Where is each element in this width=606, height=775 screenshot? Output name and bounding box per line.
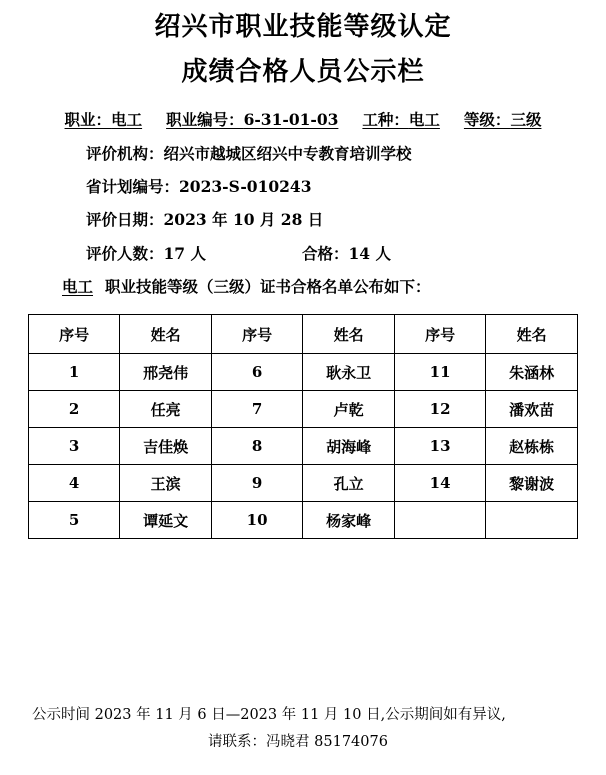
- names-table: [28, 314, 578, 539]
- metadata-block: [18, 110, 588, 296]
- level-value: 三级: [510, 110, 542, 130]
- header-name-3: 姓名: [486, 315, 578, 354]
- header-name-2: 姓名: [303, 315, 395, 354]
- cell-name: 耿永卫: [303, 354, 395, 391]
- table-row: [29, 354, 578, 391]
- cell-index: 3: [29, 428, 120, 465]
- meta-row-occupation: [18, 110, 588, 129]
- level-label: 等级：: [463, 110, 511, 130]
- occupation-code-value: 6-31-01-03: [243, 110, 339, 130]
- title-line-2: 成绩合格人员公示栏: [181, 57, 425, 88]
- cell-index: 12: [394, 391, 485, 428]
- table-row: [29, 428, 578, 465]
- cell-index: 5: [29, 502, 120, 539]
- table-head: [29, 315, 578, 354]
- table-header-row: [29, 315, 578, 354]
- eval-count-value: 17 人: [163, 243, 206, 263]
- cell-name: 王滨: [120, 465, 212, 502]
- cell-name: [486, 502, 578, 539]
- publicity-period: 公示时间 2023 年 11 月 6 日—2023 年 11 月 10 日,公示期间如有异议,: [32, 706, 506, 723]
- cell-index: 9: [211, 465, 302, 502]
- meta-row-agency: [18, 144, 588, 163]
- agency-label: 评价机构：: [86, 143, 164, 163]
- cell-index: 7: [211, 391, 302, 428]
- cell-index: 1: [29, 354, 120, 391]
- table-row: [29, 391, 578, 428]
- contact-info: 请联系：冯晓君 85174076: [208, 734, 388, 751]
- header-index-1: 序号: [29, 315, 120, 354]
- agency-value: 绍兴市越城区绍兴中专教育培训学校: [163, 143, 412, 163]
- header-name-1: 姓名: [120, 315, 212, 354]
- occupation-value: 电工: [111, 110, 143, 130]
- cell-index: 13: [394, 428, 485, 465]
- document-title: [18, 0, 588, 90]
- pass-count-value: 14 人: [348, 243, 391, 263]
- worktype-value: 电工: [408, 110, 440, 130]
- names-table-wrapper: [18, 314, 588, 539]
- occupation-code-label: 职业编号：: [166, 110, 244, 130]
- cell-name: 吉佳焕: [120, 428, 212, 465]
- table-body: [29, 354, 578, 539]
- cell-index: 11: [394, 354, 485, 391]
- cell-index: 8: [211, 428, 302, 465]
- header-index-2: 序号: [211, 315, 302, 354]
- pass-count-label: 合格：: [301, 243, 349, 263]
- meta-row-eval-date: [18, 210, 588, 229]
- occupation-label: 职业：: [64, 110, 112, 130]
- cell-index: 6: [211, 354, 302, 391]
- cell-name: 任亮: [120, 391, 212, 428]
- meta-row-counts: [18, 244, 588, 263]
- notice-text: 职业技能等级（三级）证书合格名单公布如下：: [105, 277, 431, 297]
- cell-name: 孔立: [303, 465, 395, 502]
- eval-count-label: 评价人数：: [86, 243, 164, 263]
- cell-index: 2: [29, 391, 120, 428]
- cell-name: 潘欢苗: [486, 391, 578, 428]
- footer-block: [18, 702, 588, 757]
- cell-index: 4: [29, 465, 120, 502]
- cell-name: 胡海峰: [303, 428, 395, 465]
- cell-index: 10: [211, 502, 302, 539]
- table-row: [29, 502, 578, 539]
- cell-name: 朱涵林: [486, 354, 578, 391]
- cell-name: 邢尧伟: [120, 354, 212, 391]
- header-index-3: 序号: [394, 315, 485, 354]
- eval-date-value: 2023 年 10 月 28 日: [163, 210, 324, 230]
- cell-name: 赵栋栋: [486, 428, 578, 465]
- cell-name: 黎谢波: [486, 465, 578, 502]
- cell-name: 谭延文: [120, 502, 212, 539]
- worktype-label: 工种：: [362, 110, 409, 130]
- cell-index: 14: [394, 465, 485, 502]
- meta-row-plan-no: [18, 177, 588, 196]
- cell-name: 杨家峰: [303, 502, 395, 539]
- notice-occupation: 电工: [62, 277, 94, 297]
- cell-index: [394, 502, 485, 539]
- table-row: [29, 465, 578, 502]
- title-line-1: 绍兴市职业技能等级认定: [154, 12, 452, 42]
- cell-name: 卢乾: [303, 391, 395, 428]
- eval-date-label: 评价日期：: [86, 210, 164, 230]
- meta-row-notice: [18, 277, 588, 296]
- plan-no-label: 省计划编号：: [86, 176, 180, 196]
- plan-no-value: 2023-S-010243: [179, 176, 312, 196]
